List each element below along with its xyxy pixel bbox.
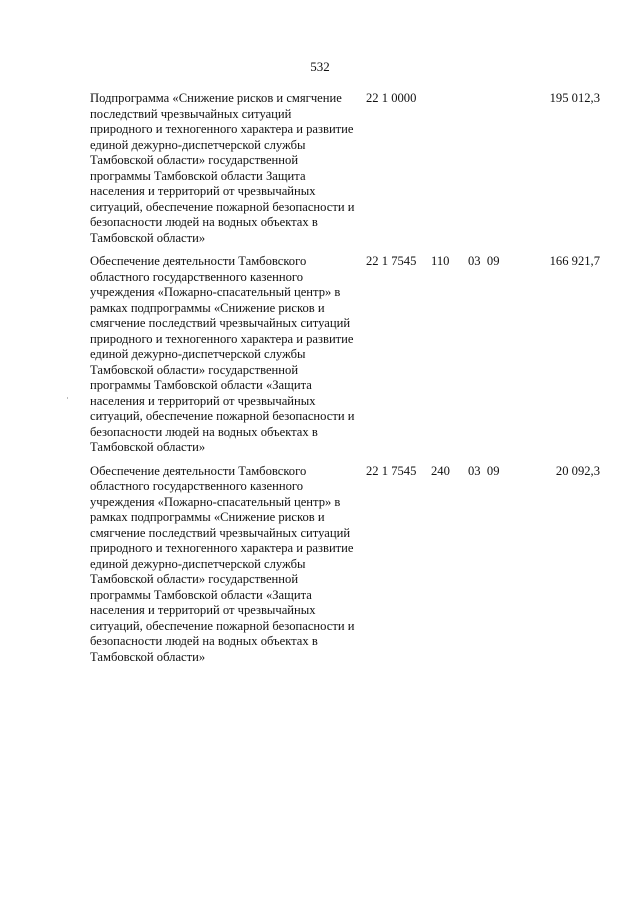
row-expense-type: 240 bbox=[431, 463, 450, 478]
row-description: Подпрограмма «Снижение рисков и смягчение последствий чрезвычайных ситуаций природного и техногенного характера и развитие единой дежурно-диспетчерской службы Тамбовской области» государственной программы Тамбовской области Защита населения и территорий от чрезвычайных ситуаций, обеспечение пожарной безопасности и безопасности людей на водных объектах в Тамбовской области» bbox=[90, 91, 355, 245]
row-section: 03 09 bbox=[468, 254, 500, 268]
page-number: 532 bbox=[310, 59, 330, 74]
row-amount: 166 921,7 bbox=[549, 254, 600, 268]
budget-table bbox=[90, 91, 600, 673]
row-amount: 195 012,3 bbox=[549, 91, 600, 105]
table-row bbox=[90, 254, 600, 456]
row-expense-type: 110 bbox=[431, 254, 450, 268]
row-amount: 20 092,3 bbox=[555, 463, 600, 478]
row-description: Обеспечение деятельности Тамбовского областного государственного казенного учреждения «Пожарно-спасательный центр» в рамках подпрограммы «Снижение рисков и смягчение последствий чрезвычайных ситуаций природного и техногенного характера и развитие единой дежурно-диспетчерской службы Тамбовской области» государственной программы Тамбовской области «Защита населения и территорий от чрезвычайных ситуаций, обеспечение пожарной безопасности и безопасности людей на водных объектах в Тамбовской области» bbox=[90, 463, 355, 664]
row-target-code: 22 1 7545 bbox=[366, 463, 417, 478]
table-row bbox=[90, 91, 600, 246]
margin-mark bbox=[67, 397, 68, 399]
row-section: 03 09 bbox=[468, 463, 500, 478]
table-row bbox=[90, 464, 600, 666]
row-target-code: 22 1 7545 bbox=[366, 254, 417, 268]
row-target-code: 22 1 0000 bbox=[366, 91, 417, 105]
row-description: Обеспечение деятельности Тамбовского областного государственного казенного учреждения «Пожарно-спасательный центр» в рамках подпрограммы «Снижение рисков и смягчение последствий чрезвычайных ситуаций природного и техногенного характера и развитие единой дежурно-диспетчерской службы Тамбовской области» государственной программы Тамбовской области «Защита населения и территорий от чрезвычайных ситуаций, обеспечение пожарной безопасности и безопасности людей на водных объектах в Тамбовской области» bbox=[90, 254, 355, 454]
